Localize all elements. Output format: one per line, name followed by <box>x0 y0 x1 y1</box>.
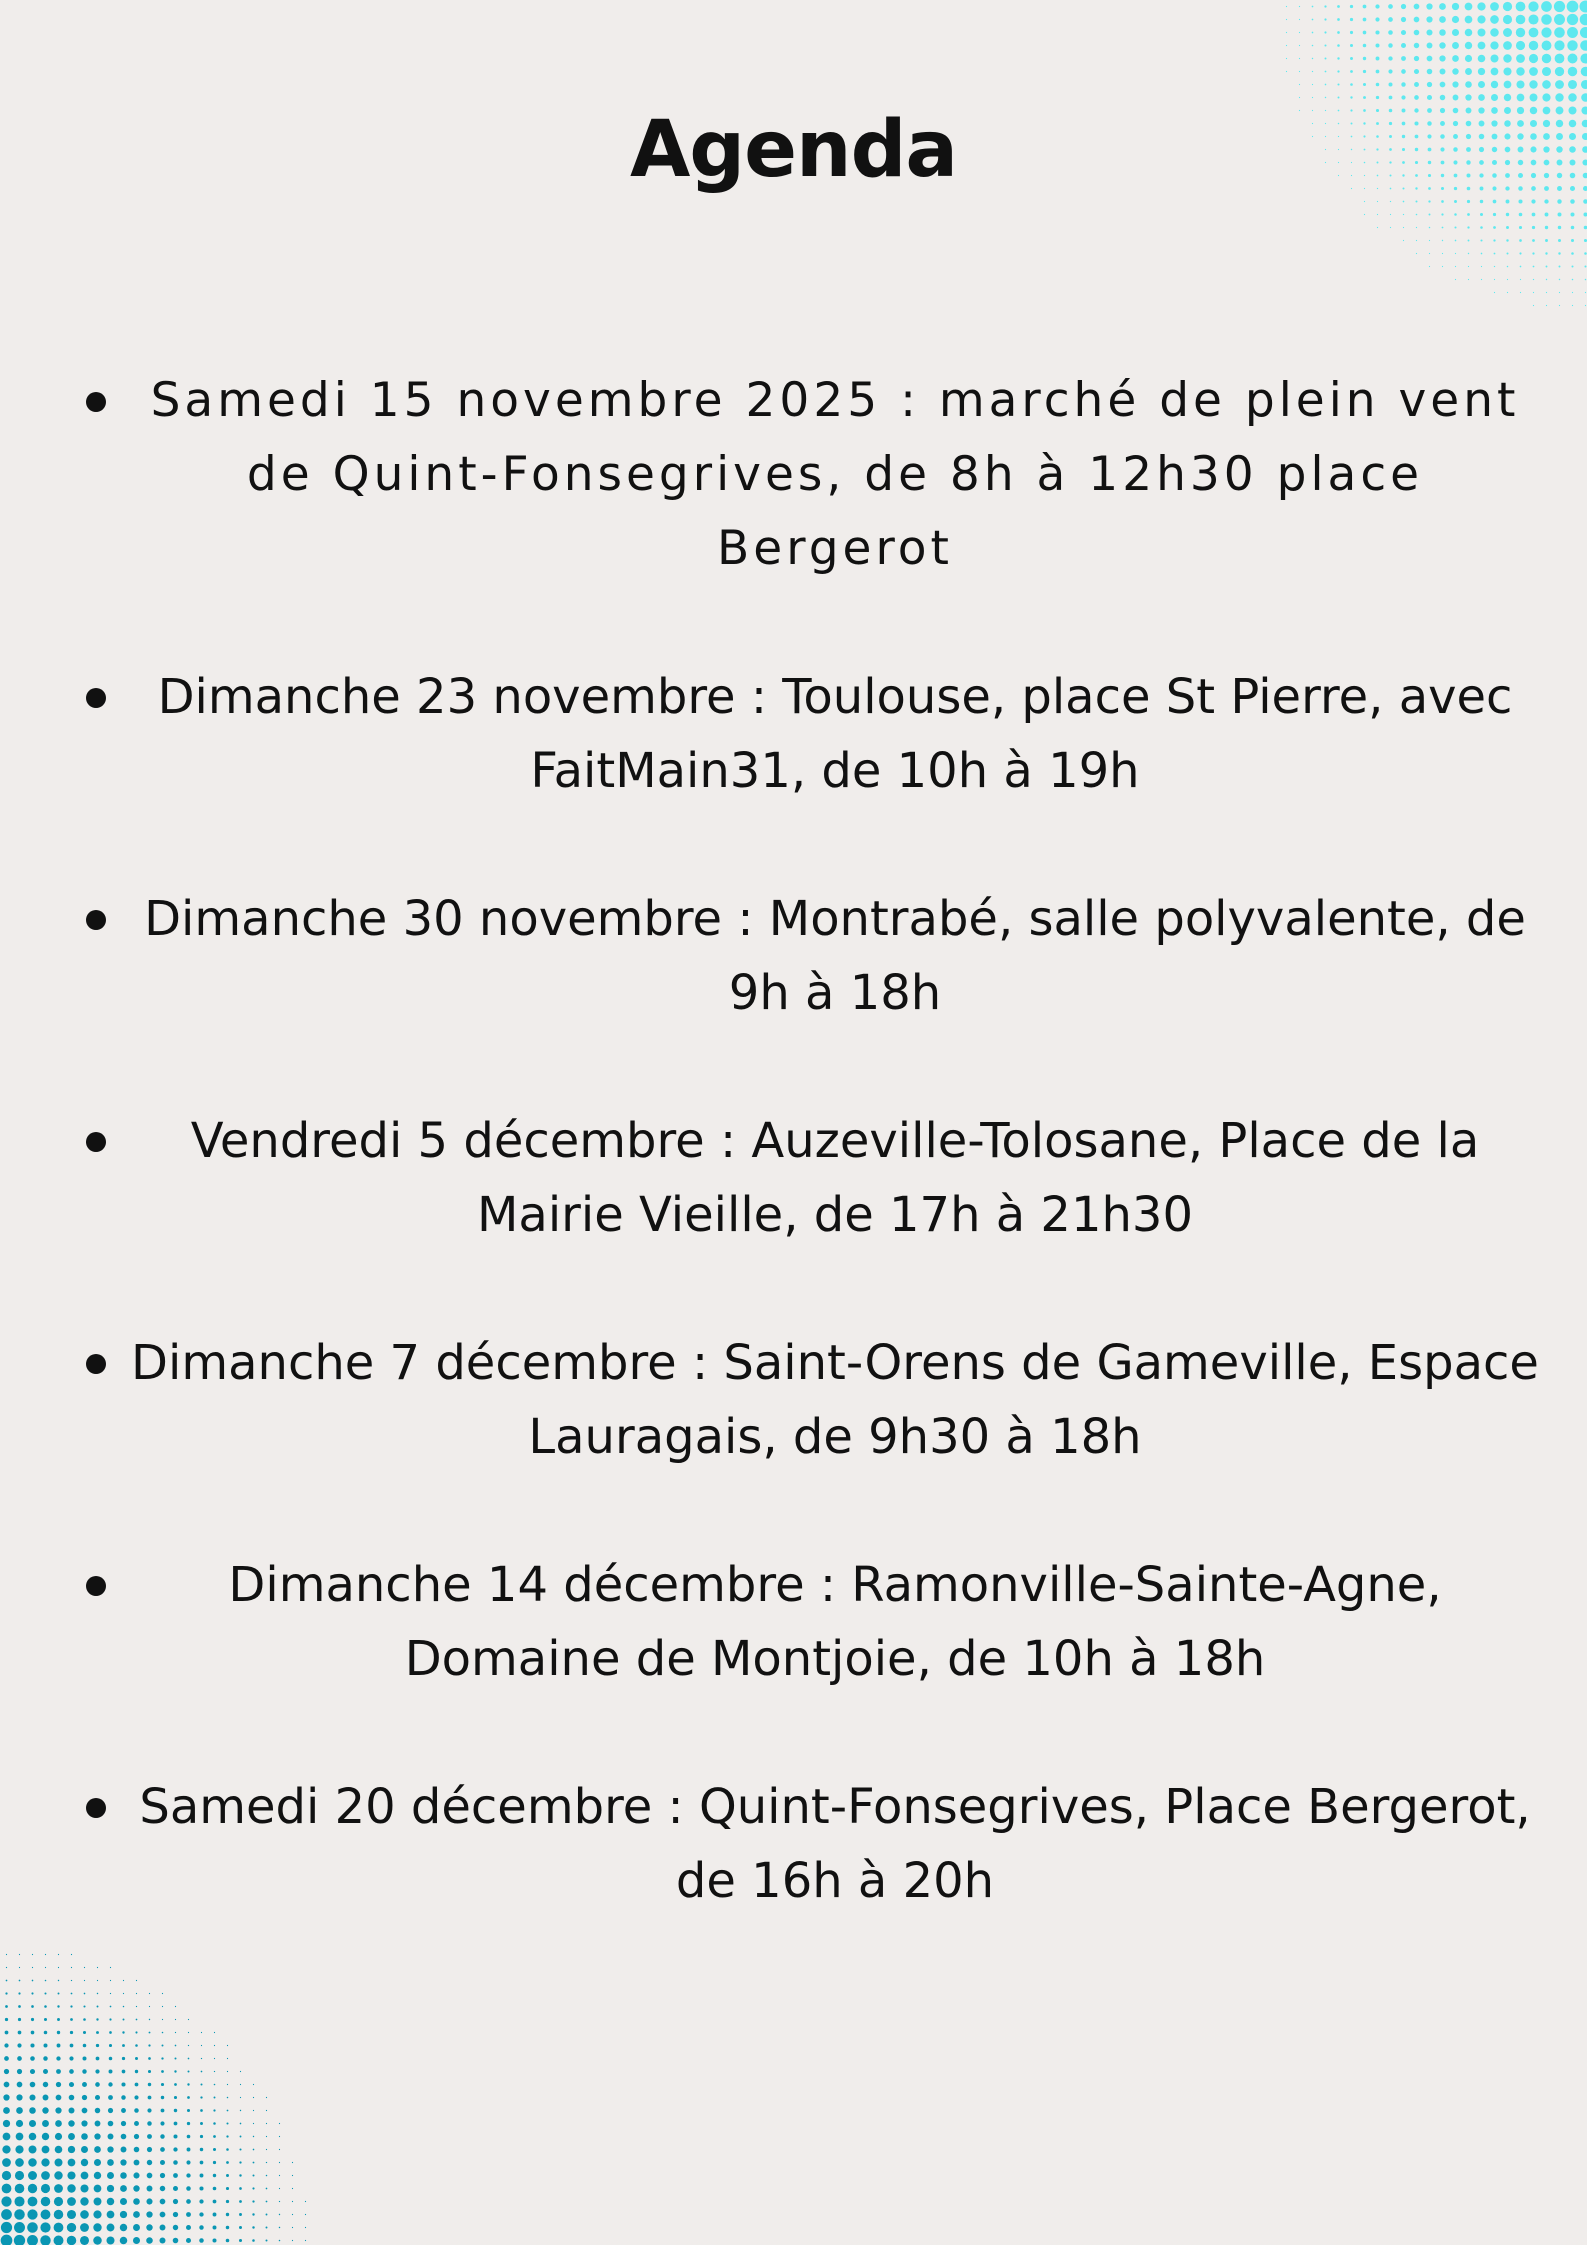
bullet-icon <box>86 1576 106 1596</box>
bullet-icon <box>86 1798 106 1818</box>
bullet-icon <box>86 1354 106 1374</box>
bullet-icon <box>86 910 106 930</box>
agenda-item-text: Dimanche 30 novembre : Montrabé, salle polyvalente, de 9h à 18h <box>144 891 1526 1021</box>
agenda-item-text: Dimanche 14 décembre : Ramonville-Sainte-Agne, Domaine de Montjoie, de 10h à 18h <box>228 1557 1442 1687</box>
agenda-item-text: Samedi 20 décembre : Quint-Fonsegrives, Place Bergerot, de 16h à 20h <box>139 1779 1531 1909</box>
bullet-icon <box>86 1132 106 1152</box>
page-title: Agenda <box>629 105 958 195</box>
bullet-icon <box>86 688 106 708</box>
agenda-item-text: Vendredi 5 décembre : Auzeville-Tolosane, Place de la Mairie Vieille, de 17h à 21h30 <box>190 1113 1480 1243</box>
agenda-item-text: Samedi 15 novembre 2025 : marché de plein vent de Quint-Fonsegrives, de 8h à 12h30 place Bergerot <box>150 373 1520 576</box>
bullet-icon <box>86 392 106 412</box>
agenda-item-text: Dimanche 7 décembre : Saint-Orens de Gameville, Espace Lauragais, de 9h30 à 18h <box>131 1335 1539 1465</box>
agenda-item-text: Dimanche 23 novembre : Toulouse, place St Pierre, avec FaitMain31, de 10h à 19h <box>157 669 1513 799</box>
